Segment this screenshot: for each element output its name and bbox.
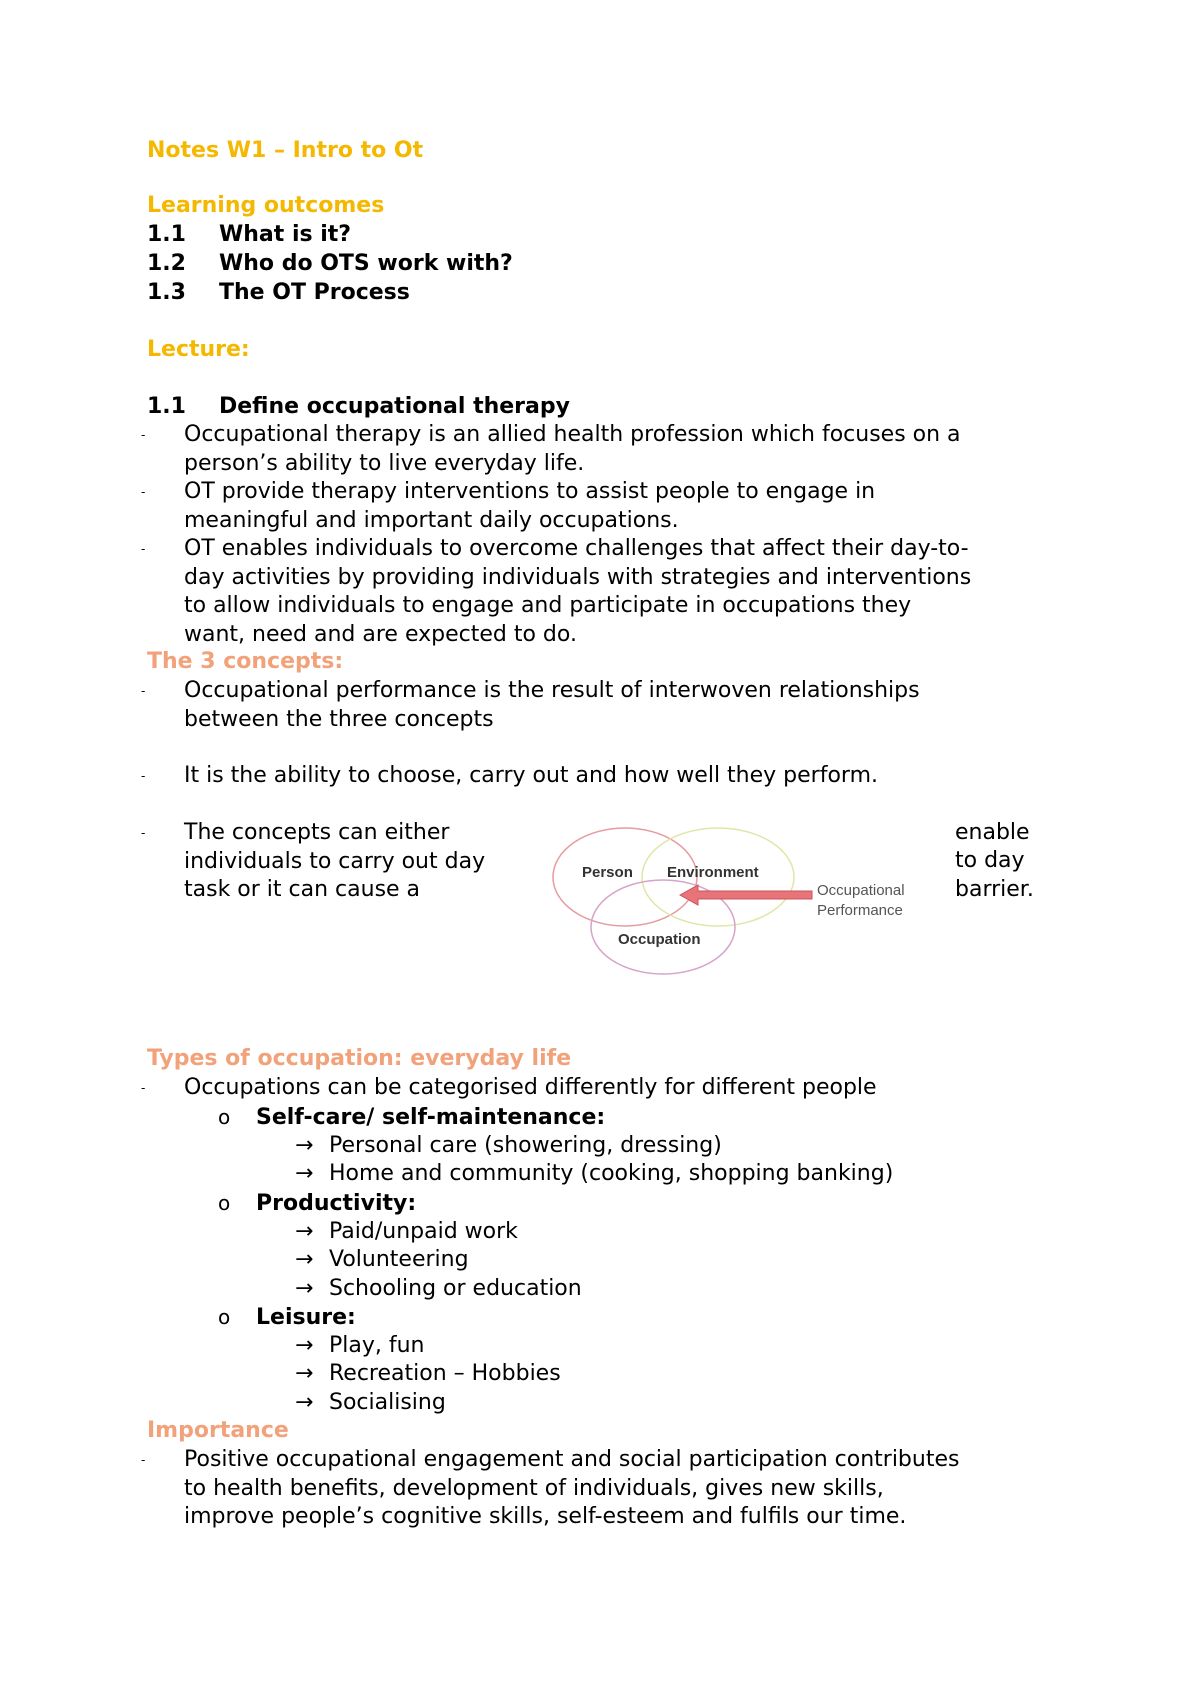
- bullet-text: person’s ability to live everyday life.: [184, 450, 585, 476]
- occupation-category: [218, 1189, 416, 1219]
- arrow-icon: →: [295, 1276, 314, 1301]
- bullet-dash: -: [141, 428, 146, 442]
- bullet-text: between the three concepts: [184, 706, 494, 732]
- outcome-number: 1.3: [147, 280, 186, 305]
- importance-heading: Importance: [147, 1418, 289, 1443]
- document-title: Notes W1 – Intro to Ot: [147, 138, 424, 163]
- item-text: Home and community (cooking, shopping banking): [329, 1161, 894, 1186]
- bullet-dash: -: [141, 826, 146, 840]
- category-item: [295, 1360, 561, 1389]
- category-item: [295, 1389, 446, 1418]
- bullet-text: Occupations can be categorised differently for different people: [184, 1075, 877, 1100]
- bullet-text: Occupational therapy is an allied health profession which focuses on a: [184, 422, 961, 447]
- bullet-text: improve people’s cognitive skills, self-esteem and fulfils our time.: [184, 1504, 907, 1529]
- bullet-text: day activities by providing individuals with strategies and interventions: [184, 564, 972, 590]
- category-item: [295, 1332, 425, 1361]
- category-item: [295, 1132, 722, 1161]
- bullet-text: OT provide therapy interventions to assist people to engage in: [184, 479, 876, 504]
- concepts-bullet: [141, 677, 1081, 734]
- bullet-text: meaningful and important daily occupations.: [184, 507, 679, 533]
- learning-outcomes-heading: Learning outcomes: [147, 193, 385, 218]
- arrow-icon: →: [295, 1361, 314, 1386]
- arrow-icon: →: [295, 1390, 314, 1415]
- category-item: [295, 1275, 582, 1304]
- bullet-dash: -: [141, 1453, 146, 1467]
- arrow-icon: →: [295, 1333, 314, 1358]
- arrow-label-occupational: Occupational: [817, 882, 905, 899]
- types-bullet: [141, 1074, 1081, 1103]
- lecture-heading: Lecture:: [147, 337, 250, 362]
- bullet-text: The concepts can either: [184, 820, 450, 845]
- section-heading: [147, 393, 570, 421]
- section-title: Define occupational therapy: [219, 394, 570, 419]
- arrow-icon: →: [295, 1161, 314, 1186]
- outcome-item: [147, 221, 351, 249]
- bullet-dash: -: [141, 684, 146, 698]
- sub-bullet: o: [218, 1191, 231, 1215]
- category-item: [295, 1246, 469, 1275]
- item-text: Volunteering: [329, 1247, 469, 1272]
- item-text: Recreation – Hobbies: [329, 1361, 561, 1386]
- types-heading: Types of occupation: everyday life: [147, 1046, 572, 1071]
- arrow-icon: →: [295, 1219, 314, 1244]
- category-item: [295, 1160, 893, 1189]
- occupation-category: [218, 1303, 356, 1333]
- occupation-category: [218, 1103, 605, 1133]
- bullet-text: individuals to carry out day: [184, 848, 486, 874]
- bullet-text-right: enable: [955, 820, 1030, 845]
- definition-bullet: [141, 478, 1081, 535]
- bullet-dash: -: [141, 769, 146, 783]
- item-text: Socialising: [329, 1390, 446, 1415]
- arrow-icon: →: [295, 1247, 314, 1272]
- bullet-dash: -: [141, 542, 146, 556]
- outcome-text: Who do OTS work with?: [219, 251, 513, 276]
- bullet-text: to allow individuals to engage and participate in occupations they: [184, 593, 912, 618]
- sub-bullet: o: [218, 1305, 231, 1329]
- bullet-text: OT enables individuals to overcome challenges that affect their day-to-: [184, 536, 969, 561]
- occupation-label: Occupation: [618, 931, 701, 948]
- bullet-dash: -: [141, 485, 146, 499]
- bullet-text: Occupational performance is the result of interwoven relationships: [184, 678, 920, 703]
- concepts-heading: The 3 concepts:: [147, 649, 344, 674]
- outcome-item: [147, 250, 513, 278]
- arrow-icon: →: [295, 1133, 314, 1158]
- bullet-text: task or it can cause a: [184, 877, 421, 902]
- bullet-text: It is the ability to choose, carry out and how well they perform.: [184, 763, 878, 788]
- item-text: Play, fun: [329, 1333, 425, 1358]
- importance-bullet: [141, 1446, 1081, 1532]
- outcome-number: 1.1: [147, 222, 186, 247]
- outcome-text: The OT Process: [219, 280, 410, 305]
- outcome-text: What is it?: [219, 222, 352, 247]
- bullet-dash: -: [141, 1081, 146, 1095]
- definition-bullet: [141, 421, 1081, 478]
- sub-bullet: o: [218, 1105, 231, 1129]
- bullet-text-right: to day: [955, 848, 1025, 873]
- section-number: 1.1: [147, 394, 186, 419]
- category-item: [295, 1218, 518, 1247]
- person-label: Person: [582, 864, 633, 881]
- environment-label: Environment: [667, 864, 759, 881]
- category-label: Self-care/ self-maintenance:: [256, 1105, 606, 1130]
- outcome-number: 1.2: [147, 251, 186, 276]
- bullet-text: Positive occupational engagement and social participation contributes: [184, 1447, 960, 1472]
- category-label: Productivity:: [256, 1191, 417, 1216]
- bullet-text-right: barrier.: [955, 877, 1034, 902]
- bullet-text: want, need and are expected to do.: [184, 621, 577, 647]
- item-text: Paid/unpaid work: [329, 1219, 518, 1244]
- outcome-item: [147, 279, 410, 307]
- item-text: Personal care (showering, dressing): [329, 1133, 722, 1158]
- definition-bullet: [141, 535, 1081, 649]
- item-text: Schooling or education: [329, 1276, 582, 1301]
- concepts-bullet: [141, 762, 1081, 791]
- bullet-text: to health benefits, development of individuals, gives new skills,: [184, 1475, 884, 1501]
- category-label: Leisure:: [256, 1305, 356, 1330]
- arrow-label-performance: Performance: [817, 902, 903, 919]
- occupational-performance-diagram: [540, 820, 930, 980]
